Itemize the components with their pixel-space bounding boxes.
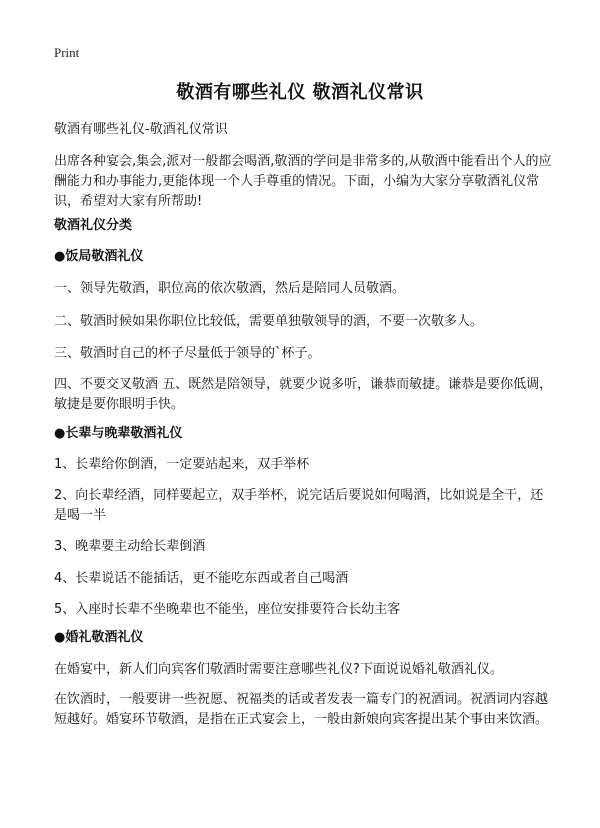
section-heading-banquet: ●饭局敬酒礼仪 [54,249,144,264]
category-heading: 敬酒礼仪分类 [54,218,133,233]
list-item: 1、长辈给你倒酒，一定要站起来，双手举杯 [54,457,310,472]
section-heading-elders: ●长辈与晚辈敬酒礼仪 [54,426,183,441]
paragraph: 在饮酒时，一般要讲一些祝愿、祝福类的话或者发表一篇专门的祝酒词。祝酒词内容越短越好。婚宴环节敬酒，是指在正式宴会上，一般由新娘向宾客提出某个事由来饮酒。 [54,692,549,727]
list-item: 5、入座时长辈不坐晚辈也不能坐，座位安排要符合长幼主客 [54,602,401,617]
list-item: 一、领导先敬酒，职位高的依次敬酒，然后是陪同人员敬酒。 [54,281,406,296]
paragraph: 在婚宴中，新人们向宾客们敬酒时需要注意哪些礼仪?下面说说婚礼敬酒礼仪。 [54,662,503,677]
section-heading-wedding: ●婚礼敬酒礼仪 [54,630,144,645]
list-item: 三、敬酒时自己的杯子尽量低于领导的`杯子。 [54,346,321,361]
subtitle: 敬酒有哪些礼仪-敬酒礼仪常识 [54,122,228,137]
list-item: 3、晚辈要主动给长辈倒酒 [54,539,206,554]
list-item: 二、敬酒时候如果你职位比较低，需要单独敬领导的酒，不要一次敬多人。 [54,314,484,329]
list-item: 2、向长辈经酒，同样要起立，双手举杯，说完话后要说如何喝酒，比如说是全干，还是喝一半 [54,488,544,523]
intro-paragraph: 出席各种宴会,集会,派对一般都会喝酒,敬酒的学问是非常多的,从敬酒中能看出个人的应酬能力和办事能力,更能体现一个人手尊重的情况。下面，小编为大家分享敬酒礼仪常识，希望对大家有所帮助! [54,154,552,209]
list-item: 四、不要交叉敬酒 五、既然是陪领导，就要少说多听，谦恭而敏捷。谦恭是要你低调，敏捷是要你眼明手快。 [54,377,553,412]
page-title: 敬酒有哪些礼仪 敬酒礼仪常识 [176,82,424,103]
print-label[interactable]: Print [54,45,80,60]
list-item: 4、长辈说话不能插话，更不能吃东西或者自己喝酒 [54,571,349,586]
